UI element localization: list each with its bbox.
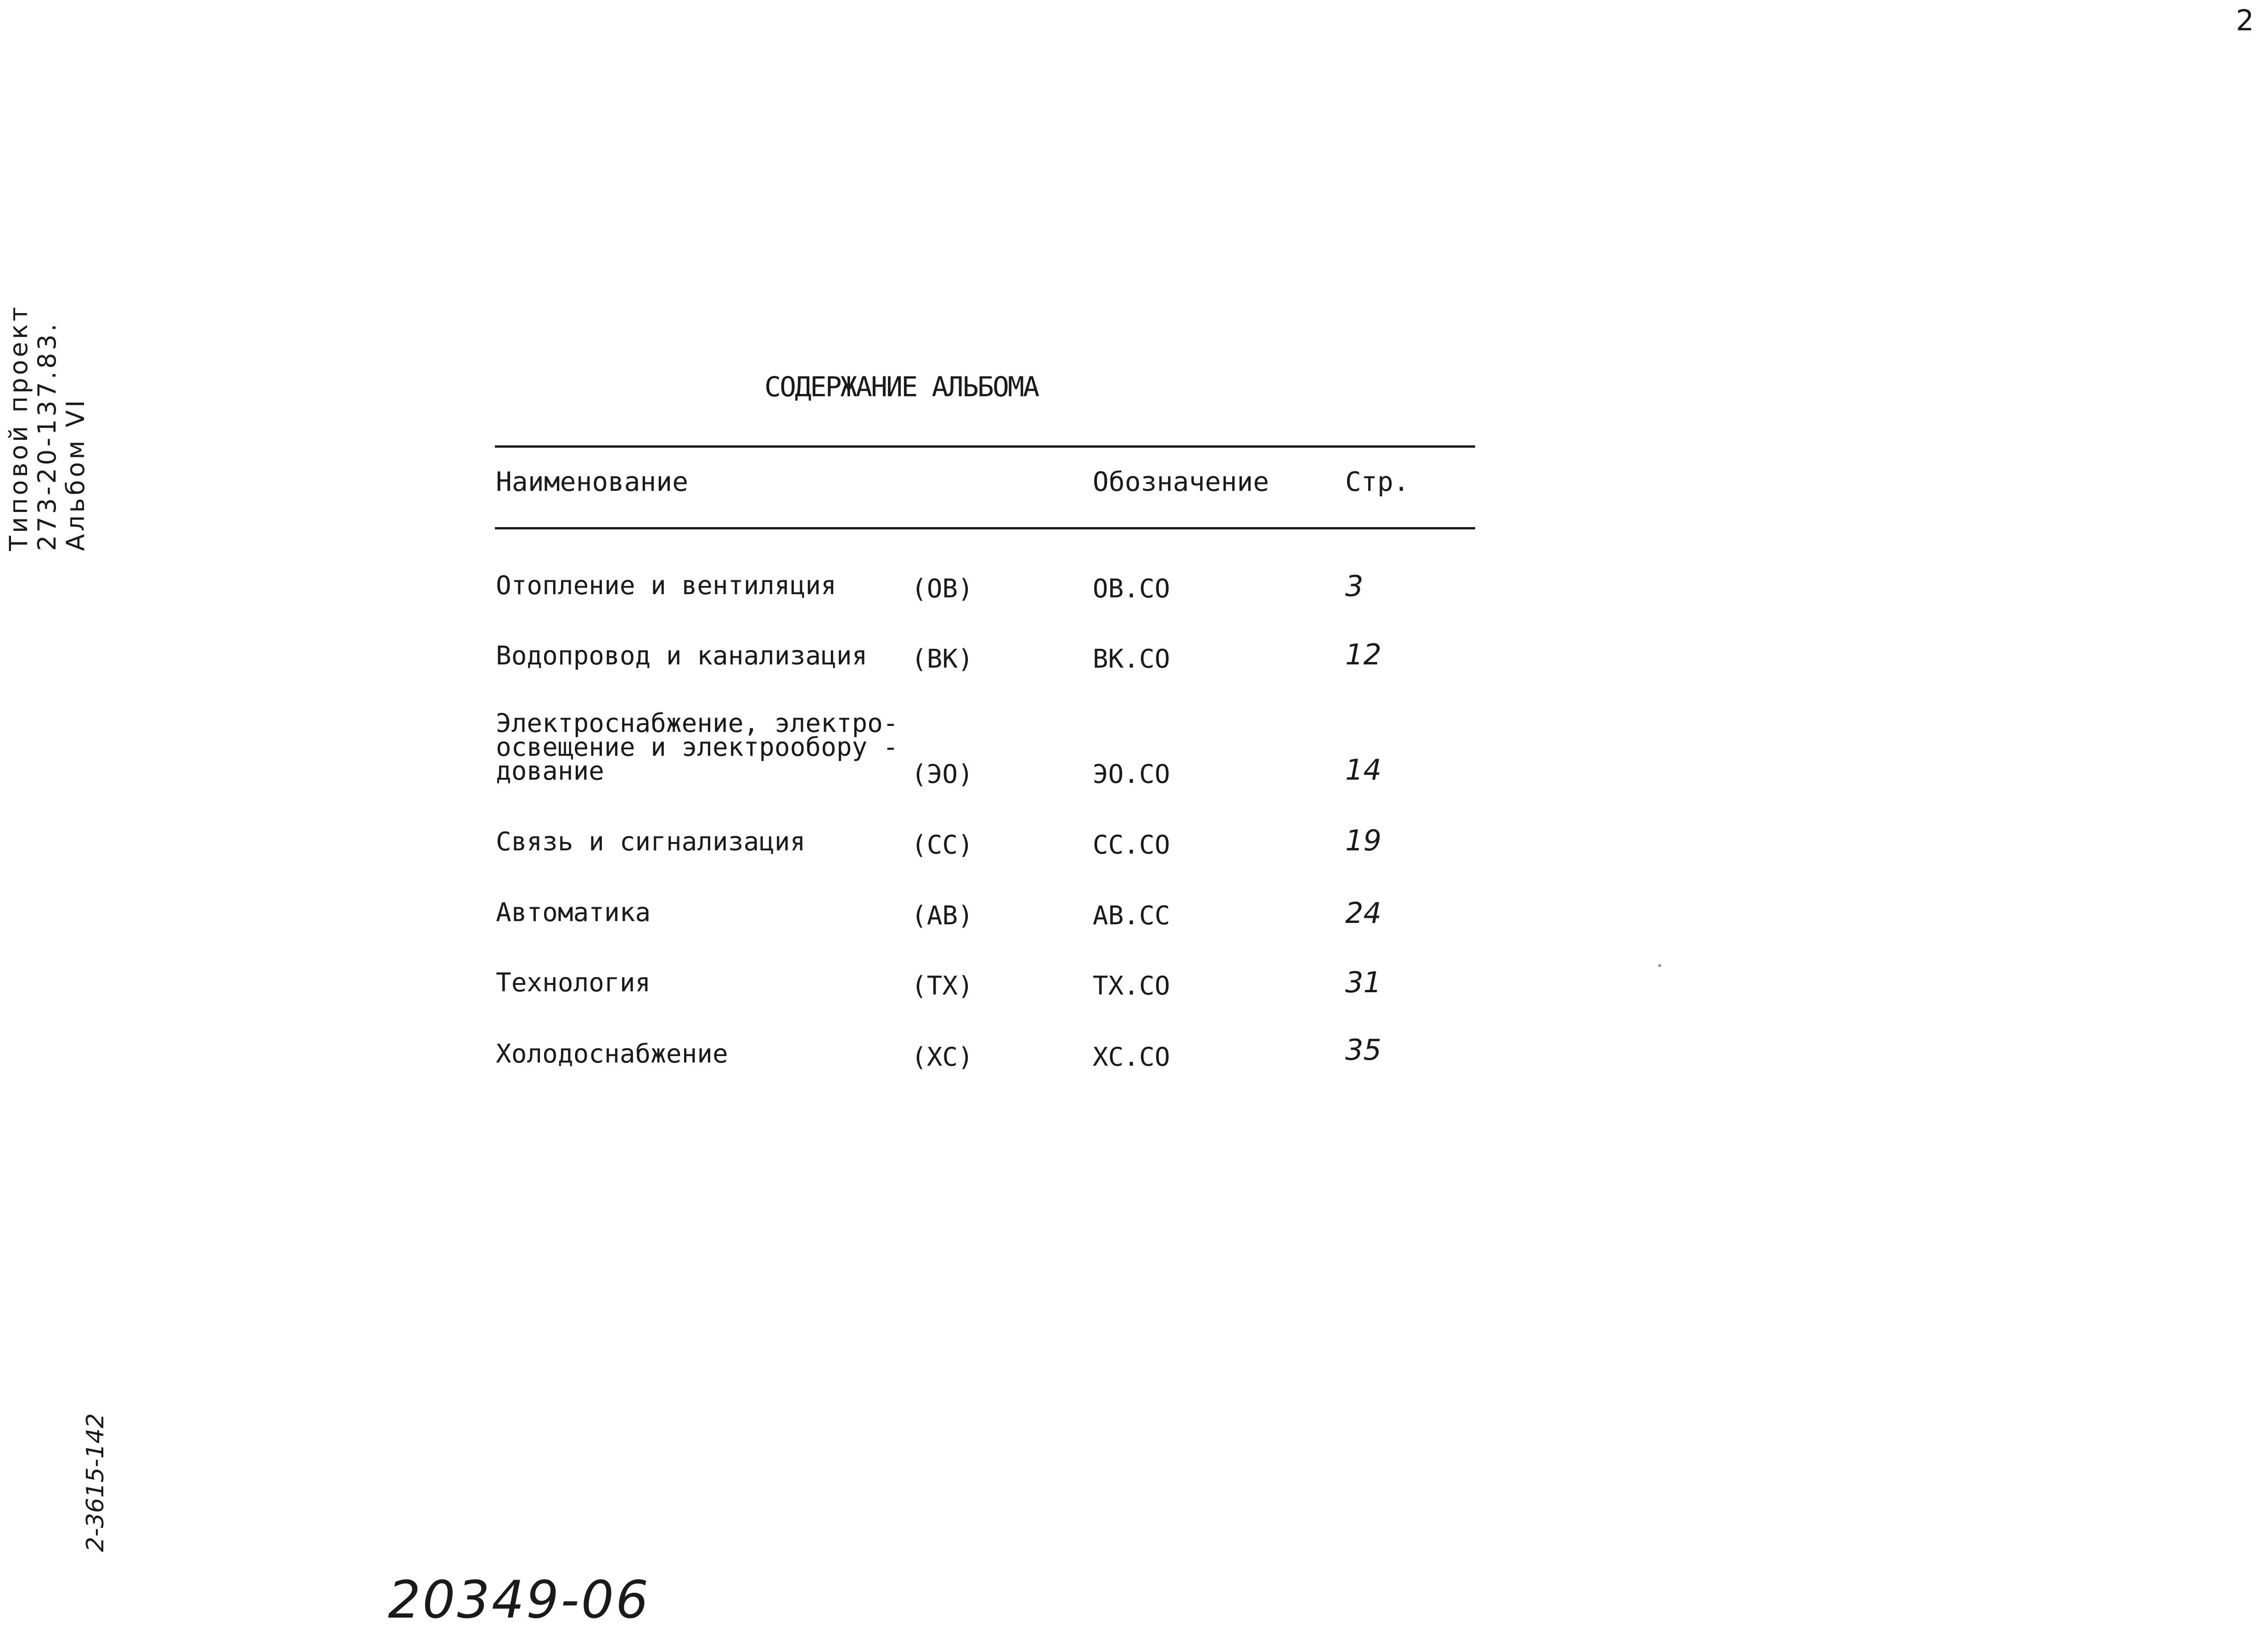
row-code: ХС.СО xyxy=(1093,1042,1170,1072)
row-page: 14 xyxy=(1345,753,1381,787)
row-name: Электроснабжение, электро- освещение и электрообору - дование xyxy=(496,708,898,786)
row-name: Связь и сигнализация xyxy=(496,827,806,857)
row-abbr: (АВ) xyxy=(911,901,973,931)
row-page: 24 xyxy=(1345,896,1381,930)
row-code: ВК.СО xyxy=(1093,644,1170,674)
stamp-line-number: 273-20-137.83. xyxy=(33,321,62,551)
row-page: 19 xyxy=(1345,824,1381,857)
stamp-line-project: Типовой проект xyxy=(4,304,33,551)
row-name: Холодоснабжение xyxy=(496,1039,728,1069)
table-header-rule xyxy=(495,527,1475,529)
row-code: ТХ.СО xyxy=(1093,971,1170,1001)
row-page: 12 xyxy=(1345,638,1381,671)
row-abbr: (ТХ) xyxy=(911,971,973,1001)
row-name: Водопровод и канализация xyxy=(496,641,868,671)
row-abbr: (СС) xyxy=(911,830,973,860)
row-abbr: (ВК) xyxy=(911,644,973,674)
inventory-number: 20349-06 xyxy=(388,1570,651,1630)
table-top-rule xyxy=(495,445,1475,448)
row-abbr: (ЭО) xyxy=(911,759,973,789)
row-code: ОВ.СО xyxy=(1093,574,1170,604)
side-code: 2-3615-142 xyxy=(82,1413,109,1552)
page-number: 2 xyxy=(2236,4,2254,37)
header-page: Стр. xyxy=(1345,466,1409,497)
stamp-line-album: Альбом VI xyxy=(61,397,90,551)
header-name: Наименование xyxy=(496,466,689,497)
header-designation: Обозначение xyxy=(1093,466,1269,497)
row-code: АВ.СС xyxy=(1093,901,1170,931)
row-page: 3 xyxy=(1345,569,1364,603)
row-code: СС.СО xyxy=(1093,830,1170,860)
row-name: Автоматика xyxy=(496,898,651,927)
row-name: Технология xyxy=(496,968,651,998)
scan-speck xyxy=(1658,964,1661,967)
row-abbr: (ОВ) xyxy=(911,574,973,604)
row-page: 35 xyxy=(1345,1033,1381,1067)
row-name: Отопление и вентиляция xyxy=(496,571,836,601)
row-abbr: (ХС) xyxy=(911,1042,973,1072)
row-page: 31 xyxy=(1345,966,1381,999)
row-code: ЭО.СО xyxy=(1093,759,1170,789)
side-stamp xyxy=(5,304,90,551)
page-title: СОДЕРЖАНИЕ АЛЬБОМА xyxy=(764,371,1039,403)
